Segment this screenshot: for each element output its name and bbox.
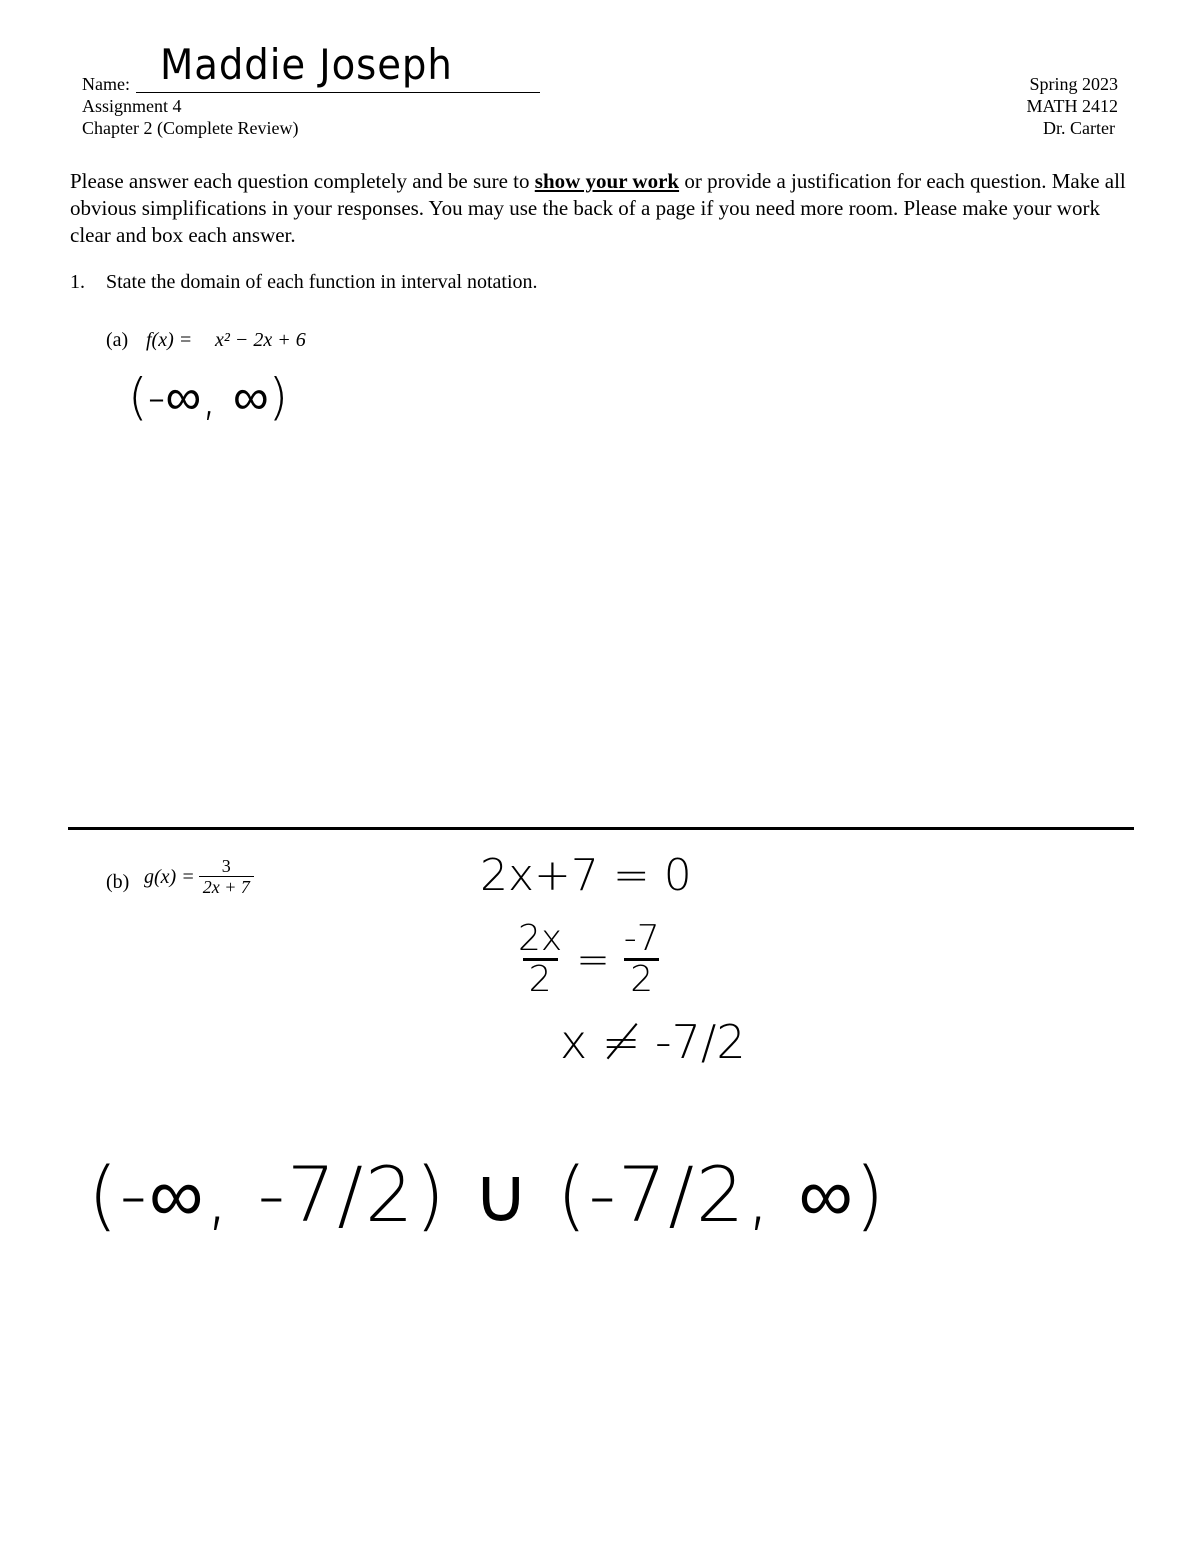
student-name-signature: Maddie Joseph [160,40,453,89]
term-label: Spring 2023 [1029,74,1118,94]
part-b-work-line3: x ≠ -7/2 [560,1015,746,1069]
part-b-work-line2-equals: = [576,936,610,983]
part-b-label: (b) [106,871,130,893]
part-b-function [144,856,254,897]
part-b-work-line2-rhs: $\frac{-7}{2}$ [623,918,660,1000]
question-prompt: State the domain of each function in interval notation. [106,271,538,293]
part-a-function-lhs: f(x) = [146,329,193,351]
part-b-work-line2 [518,920,660,999]
part-a-handwritten-answer: (-∞, ∞) [128,368,289,426]
course-label: MATH 2412 [1026,96,1118,116]
part-b-handwritten-answer: (-∞, -7/2) ∪ (-7/2, ∞) [88,1150,887,1239]
instructions-paragraph: Please answer each question completely and be sure to show your work or provide a justification for each question. Make all obvious simplifications in your responses. You may use the back of a page if you need more room. Please make your work clear and box each answer. [70,169,1126,247]
part-b-work-line2-lhs: $\frac{2x}{2}$ [518,918,563,1000]
part-b-fraction [199,856,254,897]
section-divider [68,827,1134,830]
assignment-title: Assignment 4 [82,96,182,116]
name-label: Name: [82,74,130,94]
part-b-numerator: 3 [221,856,231,876]
name-line [136,92,540,93]
part-b-denominator: 2x + 7 [199,876,254,897]
question-number: 1. [70,271,85,293]
part-b-work-line1: 2x+7 = 0 [480,850,692,901]
part-b-function-lhs: g(x) = [144,865,195,888]
instructor-label: Dr. Carter [1043,118,1115,138]
chapter-title: Chapter 2 (Complete Review) [82,118,299,138]
part-a-label: (a) [106,329,129,351]
part-a-function-rhs: x² − 2x + 6 [215,329,306,351]
instructions-emphasis: show your work [534,169,680,193]
